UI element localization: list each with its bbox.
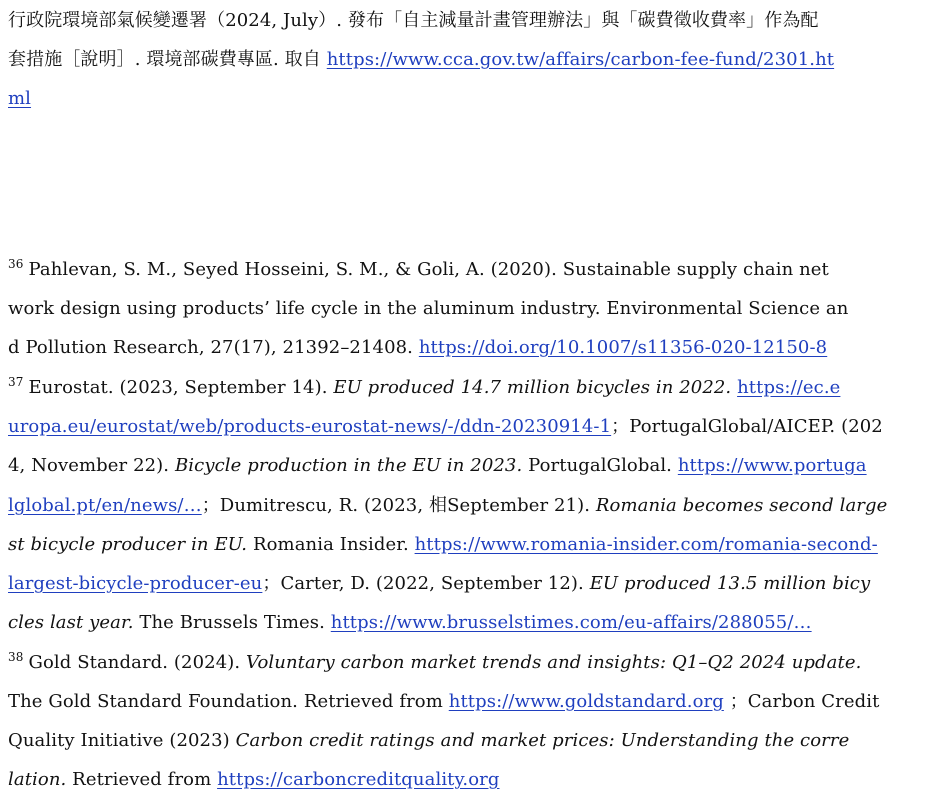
footnote-38-title-2: Carbon credit ratings and market prices: Understanding the corre [235, 730, 850, 751]
footnote-37-title-4-continued: cles last year. [8, 612, 134, 633]
prev-ref-link[interactable]: https://www.cca.gov.tw/affairs/carbon-fee-fund/2301.ht [326, 49, 835, 70]
footnote-36-line-2 [8, 298, 848, 320]
footnote-37-line-2 [8, 416, 883, 438]
prev-ref-line-3 [8, 88, 31, 110]
prev-ref-link-continued[interactable]: ml [8, 88, 32, 109]
footnote-36-doi-link[interactable]: https://doi.org/10.1007/s11356-020-12150-8 [418, 337, 828, 358]
footnote-37-line-1 [8, 377, 840, 399]
footnote-37-text-3: 4, November 22). [8, 455, 175, 476]
footnote-37-title-4: EU produced 13.5 million bicy [589, 573, 871, 594]
footnote-37-text-6: ；Carter, D. (2022, September 12). [262, 573, 590, 594]
footnote-38-text-2b: ；Carbon Credit [723, 691, 880, 712]
footnote-38-text-4: Retrieved from [66, 769, 218, 790]
footnote-37-text-2: ；PortugalGlobal/AICEP. (202 [611, 416, 883, 437]
footnote-37-text-7: The Brussels Times. [133, 612, 331, 633]
footnote-37-line-7 [8, 612, 812, 634]
footnote-38-line-2 [8, 691, 879, 713]
footnote-37-title-1: EU produced 14.7 million bicycles in 2022. [333, 377, 732, 398]
footnote-37-line-6 [8, 573, 870, 595]
footnote-38-line-4 [8, 769, 499, 791]
footnote-37-line-4 [8, 495, 887, 517]
footnote-38-text-1: Gold Standard. (2024). [28, 652, 247, 673]
brussels-times-link[interactable]: https://www.brusselstimes.com/eu-affairs/288055/… [330, 612, 812, 633]
footnote-37-number: 37 [8, 375, 24, 389]
footnote-37-line-5 [8, 534, 878, 556]
footnote-38-text-3: Quality Initiative (2023) [8, 730, 236, 751]
footnote-38-text-2: The Gold Standard Foundation. Retrieved from [8, 691, 449, 712]
prev-ref-text-1: 行政院環境部氣候變遷署（2024, July）. 發布「自主減量計畫管理辦法」與「碳費徵收費率」作為配 [8, 10, 819, 31]
footnote-37-title-3-continued: st bicycle producer in EU. [8, 534, 248, 555]
portugalglobal-link[interactable]: https://www.portuga [677, 455, 867, 476]
eurostat-link[interactable]: https://ec.e [737, 377, 841, 398]
footnote-37-title-3: Romania becomes second large [595, 495, 888, 516]
footnote-36-line-1 [8, 259, 829, 281]
footnote-37-text-1: Eurostat. (2023, September 14). [28, 377, 334, 398]
footnote-38-number: 38 [8, 650, 24, 664]
prev-ref-line-1 [8, 10, 819, 32]
footnote-38-line-3 [8, 730, 849, 752]
footnote-37-text-4: ；Dumitrescu, R. (2023, 相September 21). [201, 495, 596, 516]
footnote-36-text-3: d Pollution Research, 27(17), 21392–21408. [8, 337, 419, 358]
footnote-36-text-1: Pahlevan, S. M., Seyed Hosseini, S. M., & Goli, A. (2020). Sustainable supply chain net [28, 259, 829, 280]
gold-standard-link[interactable]: https://www.goldstandard.org [448, 691, 724, 712]
romania-insider-link-continued[interactable]: largest-bicycle-producer-eu [8, 573, 263, 594]
footnote-36-number: 36 [8, 257, 24, 271]
carbon-credit-quality-link[interactable]: https://carboncreditquality.org [217, 769, 500, 790]
prev-ref-line-2 [8, 49, 834, 71]
eurostat-link-continued[interactable]: uropa.eu/eurostat/web/products-eurostat-news/-/ddn-20230914-1 [8, 416, 612, 437]
footnote-38-title-1: Voluntary carbon market trends and insights: Q1–Q2 2024 update. [246, 652, 862, 673]
prev-ref-text-2: 套措施［說明］. 環境部碳費專區. 取自 [8, 49, 327, 70]
footnote-38-line-1 [8, 652, 861, 674]
footnote-36-line-3 [8, 337, 827, 359]
portugalglobal-link-continued[interactable]: lglobal.pt/en/news/… [8, 495, 202, 516]
footnote-37-line-3 [8, 455, 867, 477]
footnote-38-title-2-continued: lation. [8, 769, 67, 790]
footnote-36-text-2: work design using products’ life cycle in the aluminum industry. Environmental Science an [8, 298, 849, 319]
footnote-37-text-5: Romania Insider. [247, 534, 415, 555]
romania-insider-link[interactable]: https://www.romania-insider.com/romania-second- [414, 534, 878, 555]
footnote-37-title-2: Bicycle production in the EU in 2023. [174, 455, 523, 476]
footnote-37-text-3b: PortugalGlobal. [522, 455, 678, 476]
